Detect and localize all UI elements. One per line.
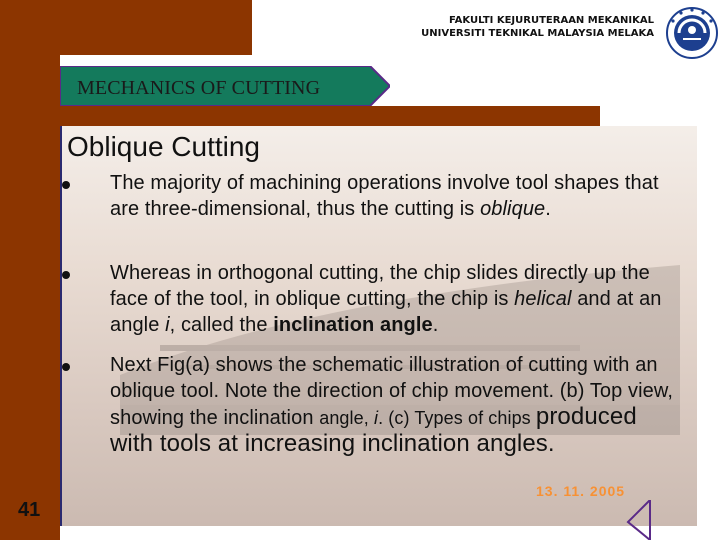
bullet-2-text-mid: and at an angle (110, 288, 662, 336)
bullet-2-text: Whereas in orthogonal cutting, the chip slides directly up the face of the tool, in oblique cutting, the chip is (110, 262, 650, 310)
institution-header (421, 14, 654, 40)
bullet-3-text: Next Fig(a) shows the schematic illustration of cutting with an oblique tool. Note the direction of chip movement. (b) Top view, showing the inclination (110, 354, 674, 429)
bullet-3-small-angle: angle, (319, 408, 374, 428)
bullet-1-text: The majority of machining operations involve tool shapes that are three-dimensional, thus the cutting is (110, 172, 659, 220)
bullet-item-3 (110, 352, 685, 458)
bullet-item-1 (110, 170, 685, 222)
slide-title: Oblique Cutting (67, 131, 261, 162)
bullet-2-end: . (432, 314, 439, 336)
university-crest-icon (665, 6, 719, 60)
university-name: UNIVERSITI TEKNIKAL MALAYSIA MELAKA (421, 28, 654, 39)
left-brand-band (0, 0, 60, 540)
next-slide-arrow-icon (620, 500, 660, 540)
bullet-2-bold-term: inclination angle (273, 314, 433, 336)
bullet-marker (62, 271, 70, 279)
bullet-marker (62, 363, 70, 371)
bullet-3-small-italic-i: i (373, 408, 379, 428)
photo-date-stamp: 13. 11. 2005 (536, 483, 626, 499)
title-divider-bar (60, 106, 600, 126)
bullet-2-text-called: , called the (169, 314, 274, 336)
faculty-name: FAKULTI KEJURUTERAAN MEKANIKAL (449, 15, 654, 26)
page-number: 41 (18, 499, 41, 521)
bullet-2-italic-i: i (165, 314, 170, 336)
bullet-1-italic: oblique (480, 198, 546, 220)
section-banner-label: MECHANICS OF CUTTING (77, 77, 321, 99)
bullet-2-italic-helical: helical (514, 288, 572, 310)
bullet-3-small-types: . (c) Types of chips (378, 408, 536, 428)
top-brand-block (60, 0, 252, 55)
bullet-3-big-text: produced with tools at increasing inclination angles. (110, 403, 637, 457)
bullet-marker (62, 181, 70, 189)
bullet-1-end: . (545, 198, 551, 220)
bullet-item-2 (110, 260, 685, 338)
